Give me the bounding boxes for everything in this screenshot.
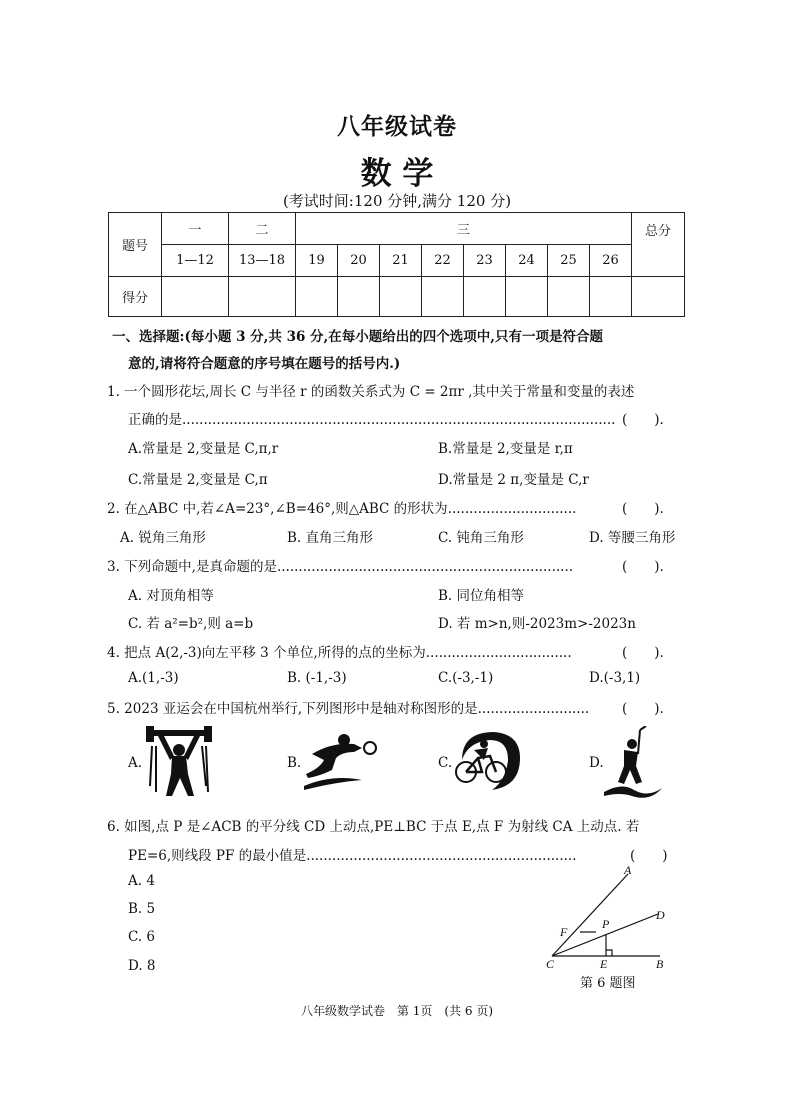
option-d: D. 8 (128, 958, 156, 974)
sub-header: 21 (380, 245, 422, 277)
label-c: C (546, 957, 555, 971)
total-header: 总分 (632, 213, 685, 277)
option-b: B. 5 (128, 901, 156, 917)
option-a: A. 对顶角相等 (128, 588, 214, 604)
question-5-stem: 5. 2023 亚运会在中国杭州举行,下列图形中是轴对称图形的是.......................... (107, 701, 590, 717)
option-b: B. 同位角相等 (438, 588, 525, 604)
option-d: D.(-3,1) (589, 670, 641, 686)
row-label-score: 得分 (109, 277, 162, 317)
answer-paren: ( ) (630, 848, 668, 864)
score-cell (590, 277, 632, 317)
question-3-stem: 3. 下列命题中,是真命题的是..................................................................... (107, 559, 574, 575)
answer-paren: ( ). (622, 701, 664, 717)
answer-paren: ( ). (622, 559, 664, 575)
score-cell (229, 277, 296, 317)
label-a: A (624, 863, 632, 877)
label-b: B (656, 957, 664, 971)
page-footer: 八年级数学试卷 第 1页 (共 6 页) (300, 1004, 494, 1018)
weightlifter-icon (146, 726, 212, 798)
option-c: C. (438, 755, 453, 771)
answer-paren: ( ). (622, 645, 664, 661)
section-3-header: 三 (296, 213, 632, 245)
option-b: B. (287, 755, 302, 771)
section-1-header: 一 (162, 213, 229, 245)
volleyball-player-icon (302, 730, 378, 792)
row-label-number: 题号 (109, 213, 162, 277)
exam-info: (考试时间:120 分钟,满分 120 分) (282, 192, 512, 210)
answer-paren: ( ). (622, 501, 664, 517)
question-1-stem-cont: 正确的是..................................................................................................... (128, 412, 616, 428)
score-cell (296, 277, 338, 317)
label-e: E (600, 957, 608, 971)
section-heading: 一、选择题:(每小题 3 分,共 36 分,在每小题给出的四个选项中,只有一项是符合题 (112, 329, 603, 345)
sub-header: 25 (548, 245, 590, 277)
score-table (108, 212, 685, 317)
sub-header: 20 (338, 245, 380, 277)
question-1-stem: 1. 一个圆形花坛,周长 C 与半径 r 的函数关系式为 C = 2πr ,其中关于常量和变量的表述 (107, 384, 635, 400)
label-d: D (656, 908, 665, 922)
answer-paren: ( ). (622, 412, 664, 428)
score-cell (162, 277, 229, 317)
score-cell (464, 277, 506, 317)
option-a: A.(1,-3) (128, 670, 179, 686)
option-c: C. 6 (128, 929, 156, 945)
option-c: C. 钝角三角形 (438, 530, 524, 546)
option-b: B.常量是 2,变量是 r,π (438, 441, 573, 457)
section-2-header: 二 (229, 213, 296, 245)
sub-header: 23 (464, 245, 506, 277)
option-a: A. (128, 755, 143, 771)
score-cell (548, 277, 590, 317)
sub-header: 26 (590, 245, 632, 277)
sub-header: 1—12 (162, 245, 229, 277)
question-6-stem-cont: PE=6,则线段 PF 的最小值是............................................................... (128, 848, 577, 864)
subject-title: 数 学 (360, 156, 434, 192)
page-title: 八年级试卷 (337, 113, 457, 140)
option-a: A. 锐角三角形 (120, 530, 206, 546)
question-2-stem: 2. 在△ABC 中,若∠A=23°,∠B=46°,则△ABC 的形状为.............................. (107, 501, 577, 517)
option-a: A.常量是 2,变量是 C,π,r (128, 441, 279, 457)
golfer-icon (600, 726, 664, 798)
option-d: D. 若 m>n,则-2023m>-2023n (438, 616, 636, 632)
score-cell (380, 277, 422, 317)
option-c: C.常量是 2,变量是 C,π (128, 472, 268, 488)
option-d: D. 等腰三角形 (589, 530, 676, 546)
option-b: B. (-1,-3) (287, 670, 347, 686)
question-6-stem: 6. 如图,点 P 是∠ACB 的平分线 CD 上动点,PE⊥BC 于点 E,点 F 为射线 CA 上动点. 若 (107, 819, 640, 835)
label-p: P (602, 917, 610, 931)
question-4-stem: 4. 把点 A(2,-3)向左平移 3 个单位,所得的点的坐标为.................................. (107, 645, 572, 661)
option-b: B. 直角三角形 (287, 530, 374, 546)
score-cell (338, 277, 380, 317)
label-f: F (560, 925, 568, 939)
geometry-figure (540, 862, 680, 974)
sub-header: 24 (506, 245, 548, 277)
section-heading-cont: 意的,请将符合题意的序号填在题号的括号内.) (128, 356, 401, 372)
score-cell (632, 277, 685, 317)
sub-header: 22 (422, 245, 464, 277)
option-d: D.常量是 2 π,变量是 C,r (438, 472, 589, 488)
sub-header: 13—18 (229, 245, 296, 277)
figure-caption: 第 6 题图 (580, 976, 636, 991)
cyclist-icon (454, 728, 524, 794)
option-a: A. 4 (128, 873, 155, 889)
option-d: D. (589, 755, 604, 771)
option-c: C.(-3,-1) (438, 670, 494, 686)
score-cell (506, 277, 548, 317)
score-cell (422, 277, 464, 317)
option-c: C. 若 a²=b²,则 a=b (128, 616, 254, 632)
sub-header: 19 (296, 245, 338, 277)
